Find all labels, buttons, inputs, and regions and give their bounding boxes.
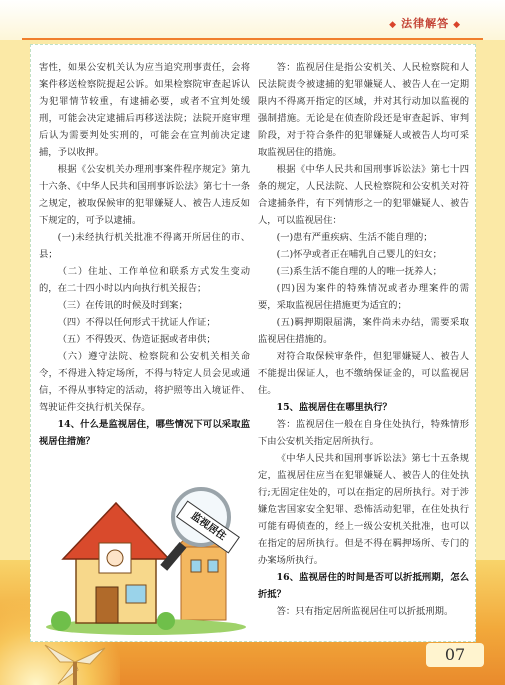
section-header	[385, 15, 465, 31]
paragraph: 对符合取保候审条件，但犯罪嫌疑人、被告人不能提出保证人，也不缴纳保证金的，可以监视居住。	[258, 351, 469, 396]
paragraph: 答：监视居住一般在自身住处执行，特殊情形下由公安机关指定居所执行。	[258, 419, 469, 447]
paragraph: （五）不得毁灭、伪造证据或者串供；	[57, 334, 216, 345]
paragraph: 答：只有指定居所监视居住可以折抵刑期。	[276, 606, 454, 617]
paragraph: (一)患有严重疾病、生活不能自理的；	[276, 232, 433, 243]
paragraph: (一)未经执行机关批准不得离开所居住的市、县；	[39, 232, 250, 260]
left-column	[39, 59, 250, 450]
paragraph: （六）遵守法院、检察院和公安机关相关命令，不得进入特定场所，不得与特定人员会见或通信，不得从事特定的活动，将护照等出入境证件、驾驶证件交执行机关保存。	[39, 351, 250, 413]
diamond-icon: ◆	[389, 20, 398, 30]
header-rule	[22, 38, 483, 40]
content-panel	[30, 44, 476, 642]
question-heading: 15、监视居住在哪里执行？	[276, 402, 392, 413]
house-illustration	[41, 475, 251, 635]
paragraph: (五)羁押期限届满，案件尚未办结，需要采取监视居住措施的。	[258, 317, 469, 345]
paragraph: 害性，如果公安机关认为应当追究刑事责任，会将案件移送检察院提起公诉。如果检察院审查起诉认为犯罪情节较重，有逮捕必要，或者不宜判处缓刑，可能会决定逮捕后再移送法院；法院开庭审理后认为需要判处实刑的，可能会在宣判前决定逮捕，予以收押。	[39, 62, 250, 158]
pinwheel-icon	[40, 640, 110, 685]
section-title: 法律解答	[401, 17, 450, 30]
paragraph: （四）不得以任何形式干扰证人作证；	[57, 317, 216, 328]
paragraph: 根据《中华人民共和国刑事诉讼法》第七十四条的规定，人民法院、人民检察院和公安机关对符合逮捕条件，有下列情形之一的犯罪嫌疑人、被告人，可以监视居住：	[258, 164, 469, 226]
paragraph: （三）在传讯的时候及时到案；	[57, 300, 188, 311]
magnifier-sign: 监视居住	[176, 500, 240, 553]
diamond-icon: ◆	[453, 20, 461, 30]
paragraph: (三)系生活不能自理的人的唯一抚养人；	[276, 266, 442, 277]
paragraph: 答：监视居住是指公安机关、人民检察院和人民法院责令被逮捕的犯罪嫌疑人、被告人在一定期限内不得离开指定的区域，并对其行动加以监视的强制措施。无论是在侦查阶段还是审查起诉、审判阶段，对于符合条件的犯罪嫌疑人或被告人均可采取监视居住的措施。	[258, 62, 469, 158]
question-heading: 14、什么是监视居住，哪些情况下可以采取监视居住措施？	[39, 419, 250, 447]
paragraph: (四)因为案件的特殊情况或者办理案件的需要，采取监视居住措施更为适宜的；	[258, 283, 469, 311]
paragraph: (二)怀孕或者正在哺乳自己婴儿的妇女；	[276, 249, 442, 260]
paragraph: 根据《公安机关办理刑事案件程序规定》第九十六条、《中华人民共和国刑事诉讼法》第七十一条之规定，被取保候审的犯罪嫌疑人、被告人违反如下规定的，可予以逮捕。	[39, 164, 250, 226]
question-heading: 16、监视居住的时间是否可以折抵刑期，怎么折抵？	[258, 572, 469, 600]
page-number: 07	[426, 643, 484, 667]
paragraph: 《中华人民共和国刑事诉讼法》第七十五条规定，监视居住应当在犯罪嫌疑人、被告人的住处执行;无固定住处的，可以在指定的居所执行。对于涉嫌危害国家安全犯罪、恐怖活动犯罪，在住处执行可能有碍侦查的，经上一级公安机关批准，也可以在指定的居所执行。但是不得在羁押场所、专门的办案场所执行。	[258, 453, 469, 566]
paragraph: （二）住址、工作单位和联系方式发生变动的，在二十四小时以内向执行机关报告；	[39, 266, 250, 294]
right-column	[258, 59, 469, 620]
